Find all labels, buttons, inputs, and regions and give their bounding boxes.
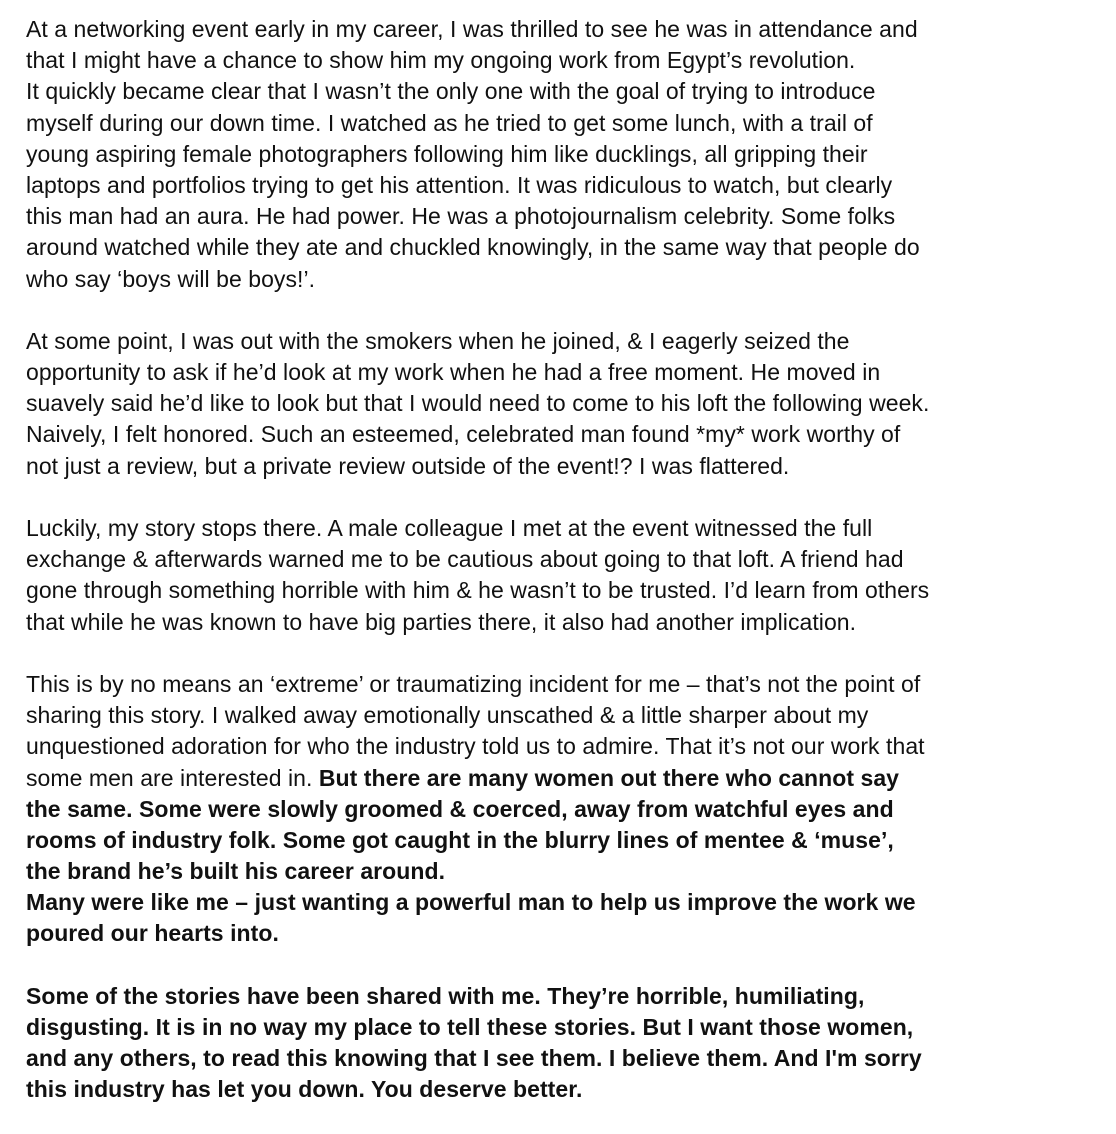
text-run: that while he was known to have big parties there, it also had another implication.: [26, 608, 857, 635]
text-run: gone through something horrible with him & he wasn’t to be trusted. I’d learn from others: [26, 577, 930, 604]
text-run: sharing this story. I walked away emotionally unscathed & a little sharper about my: [26, 702, 869, 729]
paragraph-3: [26, 513, 1096, 638]
text-run: exchange & afterwards warned me to be cautious about going to that loft. A friend had: [26, 546, 904, 573]
paragraph-gap: [26, 638, 1096, 669]
text-line: [26, 326, 1096, 357]
text-line: [26, 731, 1096, 762]
text-line: [26, 419, 1096, 450]
text-run: This is by no means an ‘extreme’ or traumatizing incident for me – that’s not the point of: [26, 670, 921, 697]
text-line: [26, 264, 1096, 295]
text-line: [26, 1074, 1096, 1105]
bold-text-run: But there are many women out there who cannot say: [318, 764, 900, 791]
text-run: Luckily, my story stops there. A male colleague I met at the event witnessed the full: [26, 515, 873, 541]
text-line: [26, 544, 1096, 575]
text-run: laptops and portfolios trying to get his attention. It was ridiculous to watch, but clearly: [26, 171, 893, 198]
text-line: [26, 14, 1096, 45]
text-line: [26, 357, 1096, 388]
bold-text-run: Some of the stories have been shared with me. They’re horrible, humiliating,: [26, 982, 865, 1009]
bold-text-run: rooms of industry folk. Some got caught in the blurry lines of mentee & ‘muse’,: [26, 826, 894, 853]
text-run: around watched while they ate and chuckled knowingly, in the same way that people do: [26, 234, 920, 261]
text-line: [26, 1012, 1096, 1043]
text-line: [26, 825, 1096, 856]
paragraph-gap: [26, 482, 1096, 513]
document-body: [26, 14, 1096, 1106]
text-line: [26, 108, 1096, 139]
text-line: [26, 700, 1096, 731]
text-run: At some point, I was out with the smokers when he joined, & I eagerly seized the: [26, 327, 850, 354]
text-line: [26, 139, 1096, 170]
text-run: Naively, I felt honored. Such an esteemed, celebrated man found *my* work worthy of: [26, 421, 901, 448]
text-run: that I might have a chance to show him my ongoing work from Egypt’s revolution.: [26, 47, 856, 74]
text-run: this man had an aura. He had power. He was a photojournalism celebrity. Some folks: [26, 203, 896, 230]
text-run: It quickly became clear that I wasn’t the only one with the goal of trying to introduce: [26, 78, 876, 105]
bold-text-run: the brand he’s built his career around.: [26, 858, 446, 885]
bold-text-run: Many were like me – just wanting a powerful man to help us improve the work we: [26, 889, 916, 916]
text-line: [26, 451, 1096, 482]
text-line: [26, 1043, 1096, 1074]
text-run: not just a review, but a private review outside of the event!? I was flattered.: [26, 452, 790, 479]
paragraph-1: [26, 14, 1096, 295]
text-run: unquestioned adoration for who the industry told us to admire. That it’s not our work that: [26, 733, 925, 760]
bold-text-run: poured our hearts into.: [26, 920, 279, 947]
text-line: [26, 794, 1096, 825]
text-run: suavely said he’d like to look but that I would need to come to his loft the following week.: [26, 390, 930, 417]
text-line: [26, 763, 1096, 794]
text-run: At a networking event early in my career, I was thrilled to see he was in attendance and: [26, 16, 918, 42]
text-line: [26, 170, 1096, 201]
paragraph-4: [26, 669, 1096, 950]
bold-text-run: this industry has let you down. You deserve better.: [26, 1076, 583, 1103]
bold-text-run: disgusting. It is in no way my place to tell these stories. But I want those women,: [26, 1014, 914, 1040]
text-line: [26, 856, 1096, 887]
paragraph-5: [26, 981, 1096, 1106]
text-line: [26, 76, 1096, 107]
text-line: [26, 981, 1096, 1012]
text-run: myself during our down time. I watched as he tried to get some lunch, with a trail of: [26, 109, 873, 136]
text-line: [26, 607, 1096, 638]
text-line: [26, 45, 1096, 76]
text-line: [26, 669, 1096, 700]
text-line: [26, 388, 1096, 419]
text-run: some men are interested in.: [26, 764, 319, 791]
text-run: opportunity to ask if he’d look at my work when he had a free moment. He moved in: [26, 359, 881, 386]
text-line: [26, 513, 1096, 544]
paragraph-2: [26, 326, 1096, 482]
text-line: [26, 918, 1096, 949]
paragraph-gap: [26, 295, 1096, 326]
text-line: [26, 887, 1096, 918]
bold-text-run: and any others, to read this knowing that I see them. I believe them. And I'm sorry: [26, 1045, 922, 1072]
text-run: young aspiring female photographers following him like ducklings, all gripping their: [26, 140, 868, 167]
paragraph-gap: [26, 950, 1096, 981]
text-line: [26, 232, 1096, 263]
text-line: [26, 201, 1096, 232]
bold-text-run: the same. Some were slowly groomed & coerced, away from watchful eyes and: [26, 795, 894, 822]
text-line: [26, 575, 1096, 606]
text-run: who say ‘boys will be boys!’.: [26, 265, 316, 292]
